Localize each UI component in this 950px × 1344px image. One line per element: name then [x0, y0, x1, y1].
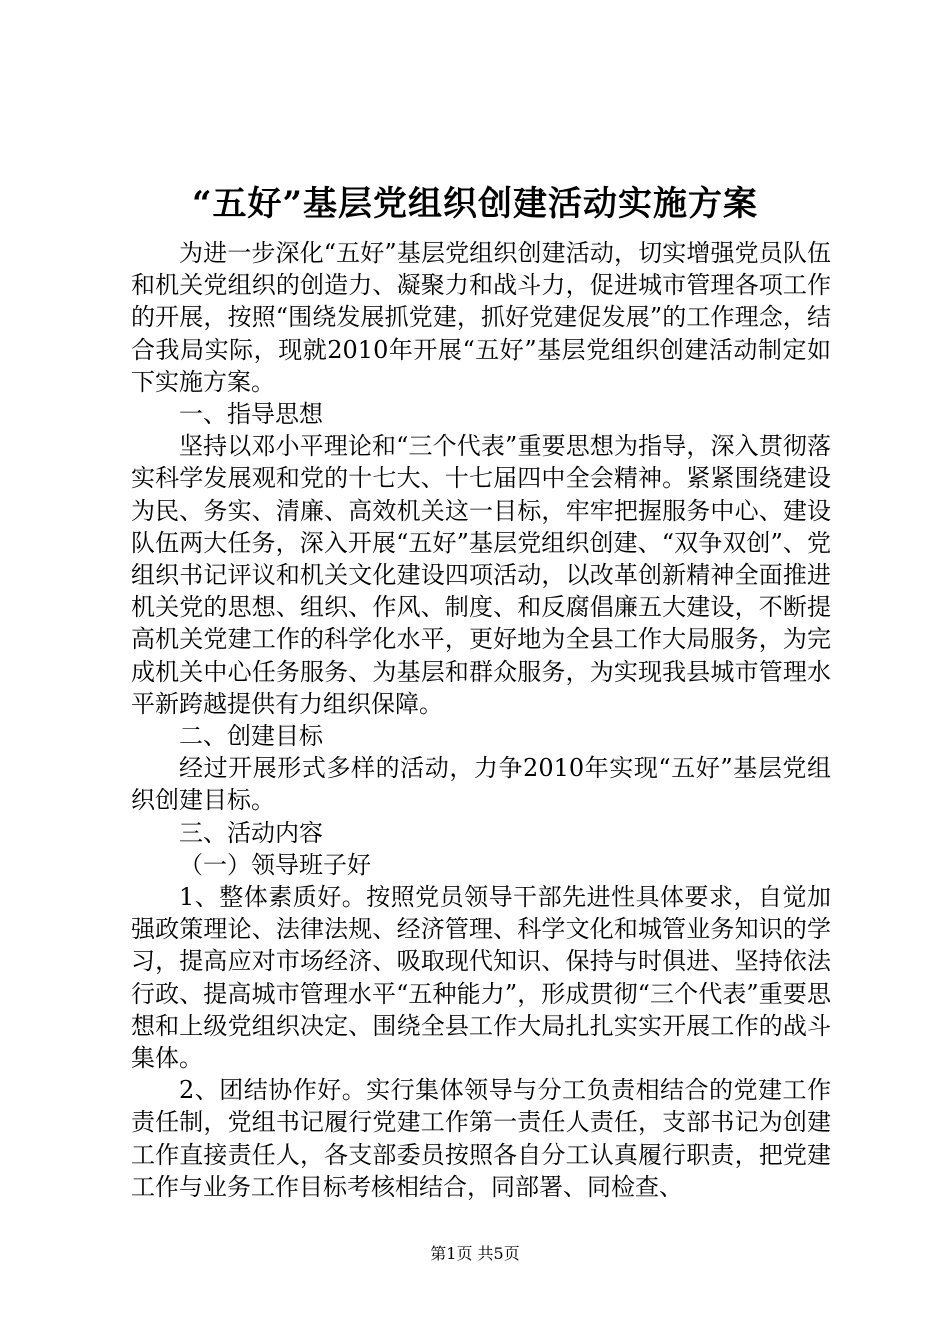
item-teamwork-paragraph: 2、团结协作好。实行集体领导与分工负责相结合的党建工作责任制，党组书记履行党建工作第一责任人责任，支部书记为创建工作直接责任人，各支部委员按照各自分工认真履行职责，把党建工作与业务工作目标考核相结合，同部署、同检查、 — [131, 1076, 831, 1201]
intro-paragraph: 为进一步深化“五好”基层党组织创建活动，切实增强党员队伍和机关党组织的创造力、凝聚力和战斗力，促进城市管理各项工作的开展，按照“围绕发展抓党建，抓好党建促发展”的工作理念，结合我局实际，现就2010年开展“五好”基层党组织创建活动制定如下实施方案。 — [131, 239, 831, 396]
section-heading-activity-content: 三、活动内容 — [179, 818, 323, 847]
document-title: “五好”基层党组织创建活动实施方案 — [191, 184, 759, 224]
section-heading-creation-goal: 二、创建目标 — [179, 722, 323, 751]
creation-goal-paragraph: 经过开展形式多样的活动，力争2010年实现“五好”基层党组织创建目标。 — [131, 754, 831, 815]
page-number-footer: 第1页 共5页 — [430, 1244, 520, 1263]
subsection-heading-leadership: （一）领导班子好 — [179, 850, 371, 879]
guiding-ideology-paragraph: 坚持以邓小平理论和“三个代表”重要思想为指导，深入贯彻落实科学发展观和党的十七大、十七届四中全会精神。紧紧围绕建设为民、务实、清廉、高效机关这一目标，牢牢把握服务中心、建设队伍两大任务，深入开展“五好”基层党组织创建、“双争双创”、党组织书记评议和机关文化建设四项活动，以改革创新精神全面推进机关党的思想、组织、作风、制度、和反腐倡廉五大建设，不断提高机关党建工作的科学化水平，更好地为全县工作大局服务，为完成机关中心任务服务、为基层和群众服务，为实现我县城市管理水平新跨越提供有力组织保障。 — [131, 432, 831, 718]
item-overall-quality-paragraph: 1、整体素质好。按照党员领导干部先进性具体要求，自觉加强政策理论、法律法规、经济管理、科学文化和城管业务知识的学习，提高应对市场经济、吸取现代知识、保持与时俱进、坚持依法行政、提高城市管理水平“五种能力”，形成贯彻“三个代表”重要思想和上级党组织决定、围绕全县工作大局扎扎实实开展工作的战斗集体。 — [131, 883, 831, 1073]
document-body — [131, 237, 831, 1203]
section-heading-guiding-ideology: 一、指导思想 — [179, 400, 323, 429]
